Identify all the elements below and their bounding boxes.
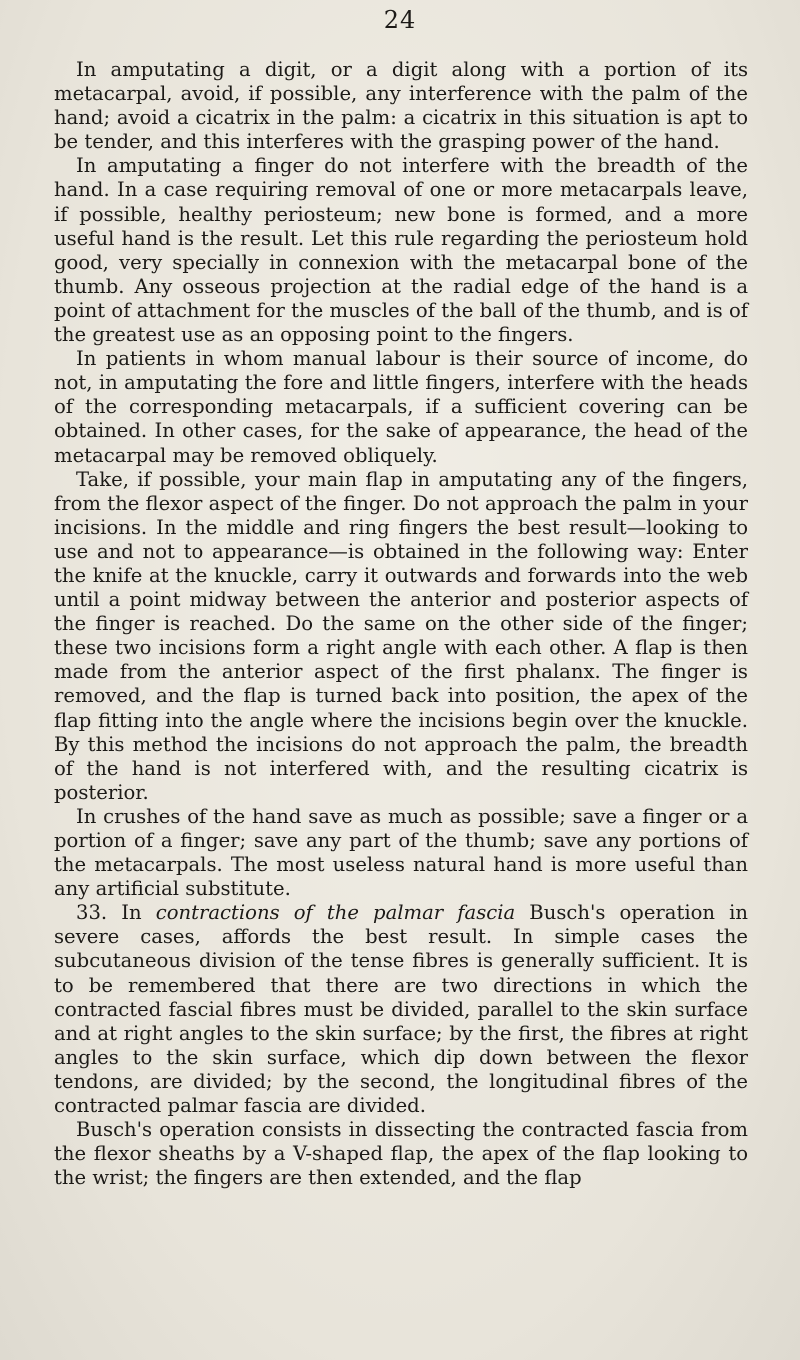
section-number: 33. In bbox=[76, 901, 142, 925]
section-text: Busch's operation in severe cases, affords the best result. In simple cases the subcutaneous division of the tense fibres is generally sufficient. It is to be remembered that there are two directions in which the contracted fascial fibres must be divided, parallel to the skin surface and at right angles to the skin surface; by the first, the fibres at right angles to the skin surface, which dip down between the flexor tendons, are divided; by the second, the longitudinal fibres of the contracted palmar fascia are divided. bbox=[54, 901, 749, 1118]
paragraph-amputating-digit: In amputating a digit, or a digit along with a portion of its metacarpal, avoid, if possible, any interference with the palm of the hand; avoid a cicatrix in the palm: a cicatrix in this situation is apt to be tender, and this interferes with the grasping power of the hand. bbox=[54, 58, 748, 154]
paragraph-section-33 bbox=[54, 901, 748, 1118]
paragraph-manual-labour: In patients in whom manual labour is their source of income, do not, in amputating the fore and little fingers, interfere with the heads of the corresponding metacarpals, if a sufficient covering can be obtained. In other cases, for the sake of appearance, the head of the metacarpal may be removed obliquely. bbox=[54, 347, 748, 467]
paragraph-crushes: In crushes of the hand save as much as possible; save a finger or a portion of a finger; save any part of the thumb; save any portions of the metacarpals. The most useless natural hand is more useful than any artificial substitute. bbox=[54, 804, 748, 901]
paragraph-breadth-of-hand: In amputating a finger do not interfere with the breadth of the hand. In a case requiring removal of one or more metacarpals leave, if possible, healthy periosteum; new bone is formed, and a more useful hand is the result. Let this rule regarding the periosteum hold good, very specially in connexion with the metacarpal bone of the thumb. Any osseous projection at the radial edge of the hand is a point of attachment for the muscles of the ball of the thumb, and is of the greatest use as an opposing point to the fingers. bbox=[54, 154, 748, 347]
section-italic-title: contractions of the palmar fascia bbox=[155, 901, 516, 925]
body-text bbox=[54, 58, 748, 1190]
paragraph-busch-operation: Busch's operation consists in dissecting the contracted fascia from the flexor sheaths by a V-shaped flap, the apex of the flap looking to the wrist; the fingers are then extended, and the flap bbox=[54, 1118, 748, 1190]
page-number: 24 bbox=[383, 6, 417, 34]
paragraph-main-flap: Take, if possible, your main flap in amputating any of the fingers, from the flexor aspect of the finger. Do not approach the palm in your incisions. In the middle and ring fingers the best result—looking to use and not to appearance—is obtained in the following way: Enter the knife at the knuckle, carry it outwards and forwards into the web until a point midway between the anterior and posterior aspects of the finger is reached. Do the same on the other side of the finger; these two incisions form a right angle with each other. A flap is then made from the anterior aspect of the first phalanx. The finger is removed, and the flap is turned back into position, the apex of the flap fitting into the angle where the incisions begin over the knuckle. By this method the incisions do not approach the palm, the breadth of the hand is not interfered with, and the resulting cicatrix is posterior. bbox=[54, 467, 748, 804]
